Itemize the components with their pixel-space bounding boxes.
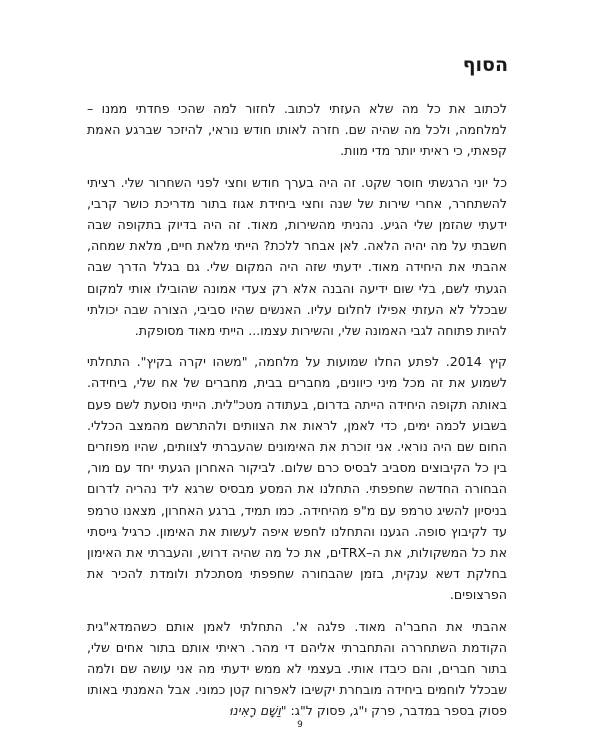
- paragraph: כל יוני הרגשתי חוסר שקט. זה היה בערך חודש וחצי לפני השחרור שלי. רציתי להשתחרר, אחרי שירות של שנה וחצי ביחידת אגוז בתור מדריכת כושר קרבי, ידעתי שהזמן שלי הגיע. נהניתי מהשירות, מאוד. זה היה בדיוק בתקופה שבה חשבתי על מה יהיה הלאה. לאן אבחר ללכת? הייתי מלאת חיים, מלאת שמחה, אהבתי את היחידה מאוד. ידעתי שזה היה המקום שלי. גם בגלל הדרך שבה הגעתי לשם, בלי שום ידיעה והבנה אלא רק צעדי אמונה שהובילו אותי למקום שבכלל לא העזתי אפילו לחלום עליו. האנשים שהיו סביבי, הצורה שבה יכולתי להיות פתוחה לגבי האמונה שלי, והשירות עצמו... הייתי מאוד מסופקת.: [87, 174, 507, 339]
- paragraph: [87, 616, 507, 722]
- chapter-title: הסוף: [462, 54, 508, 76]
- page-number: 9: [297, 720, 303, 730]
- paragraph-text: אהבתי את החבר'ה מאוד. פלגה א'. התחלתי לאמן אותם כשהמדא"גית הקודמת השתחררה והתחברתי אליהם די מהר. ראיתי אותם בתור אחים שלי, בתור חברים, והם כיבדו אותי. בעצמי לא ממש ידעתי מה אני עושה שם ולמה שבכלל לוחמים ביחידה מובחרת יקשיבו לאפרוח קטן כמוני. אבל האמנתי באותו פסוק בספר במדבר, פרק י"ג, פסוק ל"ג:: [87, 618, 507, 719]
- paragraph: קיץ 2014. לפתע החלו שמועות על מלחמה, "משהו יקרה בקיץ". התחלתי לשמוע את זה מכל מיני כיוונים, מחברים בבית, מחברים של אח שלי, ביחידה. באותה תקופה היחידה הייתה בדרום, בעתודה מטכ"לית. הייתי נוסעת לשם פעם בשבוע לכמה ימים, כדי לאמן, לראות את הצוותים ולהתרשם מהמצב הכללי. החום שם היה נוראי. אני זוכרת את האימונים שהעברתי לצוותים, שהיו מפוזרים בין כל הקיבוצים מסביב לבסיס כרם שלום. לביקור האחרון הגעתי יחד עם מור, הבחורה החדשה שחפפתי. התחלנו את המסע מבסיס שרגא ליד נהריה לדרום בניסיון להשיג טרמפ עם מ"פ מהיחידה. כמו תמיד, ברגע האחרון, מצאנו טרמפ עד לקיבוץ סופה. הגענו והתחלנו לחפש איפה לעשות את האימון. כרגיל גייסתי את כל המשקולות, את ה–TRXים, את כל מה שהיה דרוש, והעברתי את האימון בחלקת דשא ענקית, בזמן שהבחורה שחפפתי מסתכלת ולומדת להכיר את הפרצופים.: [87, 354, 507, 603]
- paragraph: לכתוב את כל מה שלא העזתי לכתוב. לחזור למה שהכי פחדתי ממנו – למלחמה, ולכל מה שהיה שם. חזרה לאותו חודש נוראי, להיזכר שברגע האמת קפאתי, כי ראיתי יותר מדי מוות.: [87, 101, 507, 159]
- chapter-body: [87, 98, 507, 722]
- bible-quote: "וַשָׁם רָאִינוּ: [229, 703, 287, 719]
